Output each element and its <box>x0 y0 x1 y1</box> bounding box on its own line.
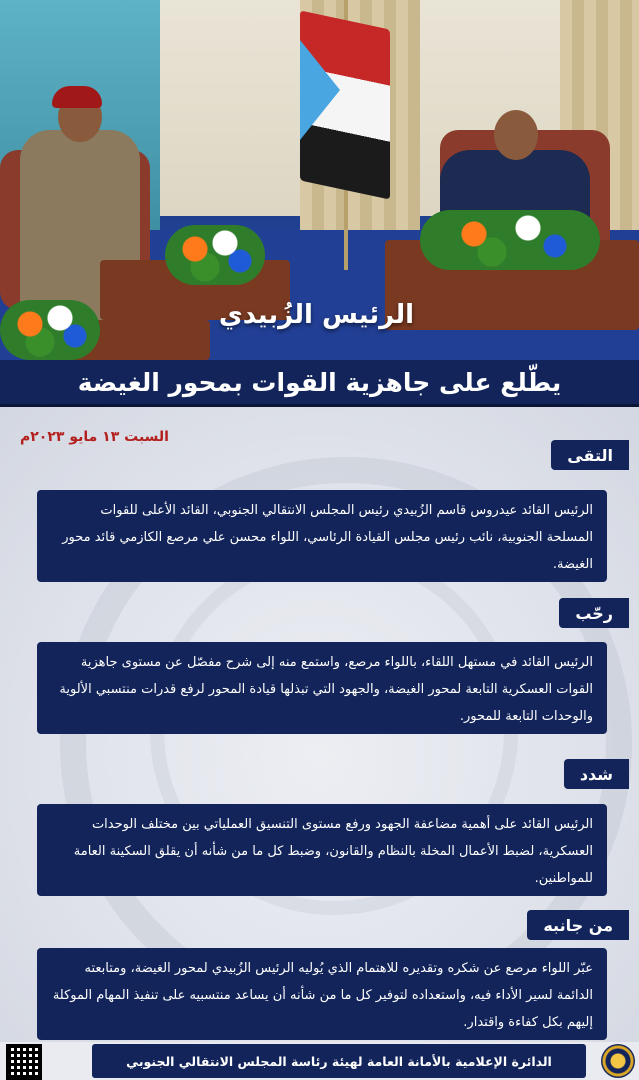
content-area <box>0 407 639 1042</box>
head-president <box>494 110 538 160</box>
flower-arrangement-right <box>420 210 600 270</box>
flower-arrangement-front <box>0 300 100 360</box>
footer-credit: الدائرة الإعلامية بالأمانة العامة لهيئة رئاسة المجلس الانتقالي الجنوبي <box>92 1044 586 1078</box>
footer <box>0 1042 639 1080</box>
photo-caption: الرئيس الزُبيدي <box>218 300 414 330</box>
flower-arrangement-left <box>165 225 265 285</box>
section-tag-for-his-part: من جانبه <box>527 910 629 940</box>
post-date: السبت ١٣ مايو ٢٠٢٣م <box>20 429 169 445</box>
section-text-welcomed: الرئيس القائد في مستهل اللقاء، باللواء مرصع، واستمع منه إلى شرح مفصّل عن مستوى جاهزية القوات العسكرية التابعة لمحور الغيضة، والجهود التي تبذلها قيادة المحور لرفع قدرات منتسبي الألوية والوحدات التابعة للمحور. <box>37 642 607 734</box>
section-tag-stressed: شدد <box>564 759 629 789</box>
section-tag-welcomed: رحّب <box>559 598 629 628</box>
section-tag-met: التقى <box>551 440 629 470</box>
section-text-for-his-part: عبّر اللواء مرصع عن شكره وتقديره للاهتمام الذي يُوليه الرئيس الزُبيدي لمحور الغيضة، ومتابعته الدائمة لسير الأداء فيه، واستعداده لتوفير كل ما من شأنه أن يساعد منتسبيه على تنفيذ المهام الموكلة إليهم بكل كفاءة واقتدار. <box>37 948 607 1040</box>
qr-code-icon[interactable] <box>6 1044 42 1080</box>
section-text-met: الرئيس القائد عيدروس قاسم الزُبيدي رئيس المجلس الانتقالي الجنوبي، القائد الأعلى للقوات المسلحة الجنوبية، نائب رئيس مجلس القيادة الرئاسي، اللواء محسن علي مرصع الكازمي قائد محور الغيضة. <box>37 490 607 582</box>
flag-triangle <box>300 40 340 140</box>
headline: يطّلع على جاهزية القوات بمحور الغيضة <box>0 360 639 404</box>
section-text-stressed: الرئيس القائد على أهمية مضاعفة الجهود ورفع مستوى التنسيق العملياتي بين مختلف الوحدات العسكرية، لضبط الأعمال المخلة بالنظام والقانون، وضبط كل ما من شأنه أن يقلق السكينة العامة للمواطنين. <box>37 804 607 896</box>
beret-icon <box>52 86 102 108</box>
header-photo <box>0 0 639 360</box>
council-emblem-icon <box>601 1044 635 1078</box>
